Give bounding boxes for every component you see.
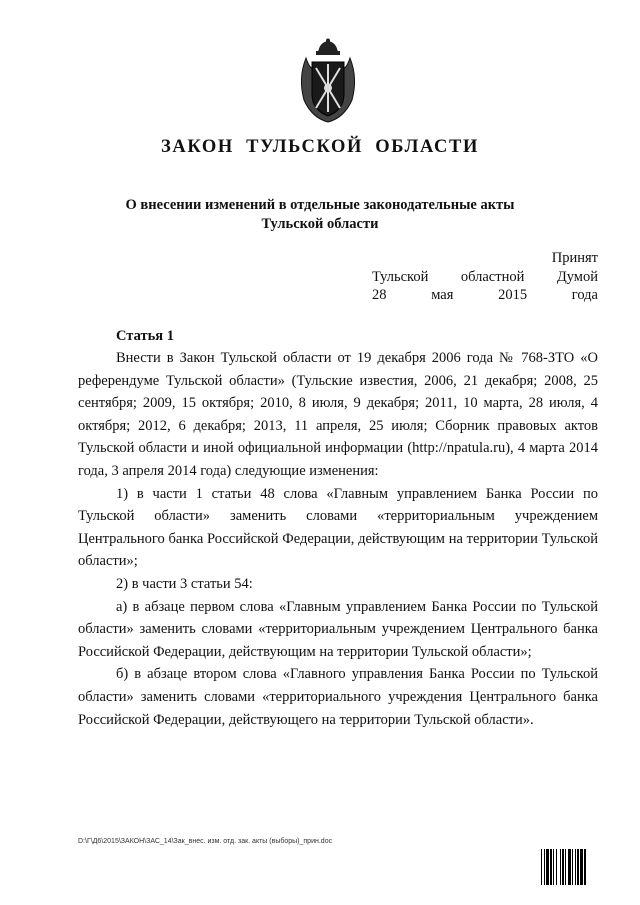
- adopted-label: Принят: [551, 250, 598, 266]
- adopted-date-row: [372, 286, 598, 305]
- adopted-month: мая: [431, 287, 454, 303]
- adoption-block: [372, 249, 598, 305]
- adopted-year: 2015: [498, 287, 528, 303]
- adopted-by-row: [372, 268, 598, 287]
- adopted-year-word: года: [571, 287, 598, 303]
- subtitle-line: Тульской области: [261, 216, 379, 232]
- body-paragraph: Внести в Закон Тульской области от 19 декабря 2006 года № 768-ЗТО «О референдуме Тульской области» (Тульские известия, 2006, 21 декабря; 2008, 25 сентября; 2009, 15 октября; 2010, 8 июля, 9 декабря; 2011, 10 марта, 28 июля, 4 октября; 2012, 6 декабря; 2013, 11 апреля, 25 июля; Сборник правовых актов Тульской области и иной официальной информации (http://npatula.ru), 4 марта 2014 года, 3 апреля 2014 года) следующие изменения:: [78, 350, 598, 479]
- adopted-word: областной: [460, 268, 525, 285]
- adopted-day: 28: [372, 287, 387, 303]
- body-paragraph: 2) в части 3 статьи 54:: [116, 575, 253, 592]
- document-title: ЗАКОН ТУЛЬСКОЙ ОБЛАСТИ: [161, 137, 479, 157]
- body-paragraph: 1) в части 1 статьи 48 слова «Главным управлением Банка России по Тульской области» заменить словами «территориальным учреждением Центрального банка Российской Федерации, действующим на территории Тульской области»;: [78, 485, 598, 570]
- body-paragraph: б) в абзаце втором слова «Главного управления Банка России по Тульской области» заменить словами «территориального учреждения Центрального банка Российской Федерации, действующего на территории Тульской области».: [78, 666, 598, 728]
- article-body: [78, 347, 598, 731]
- file-path-footer: D:\Г\Д6\2015\ЗАКОН\ЗАС_14\Зак_внес. изм. отд. зак. акты (выборы)_прин.doc: [78, 838, 333, 845]
- adopted-word: Тульской: [372, 268, 429, 285]
- tula-coat-of-arms-icon: [296, 38, 360, 124]
- adopted-word: Думой: [556, 268, 598, 285]
- article-heading: Статья 1: [116, 328, 174, 344]
- barcode-icon: [541, 849, 603, 885]
- document-subtitle: [0, 196, 640, 234]
- subtitle-line: О внесении изменений в отдельные законодательные акты: [125, 197, 515, 213]
- body-paragraph: а) в абзаце первом слова «Главным управлением Банка России по Тульской области» заменить словами «территориальным учреждением Центрального банка Российской Федерации, действующим на территории Тульской области»;: [78, 598, 598, 660]
